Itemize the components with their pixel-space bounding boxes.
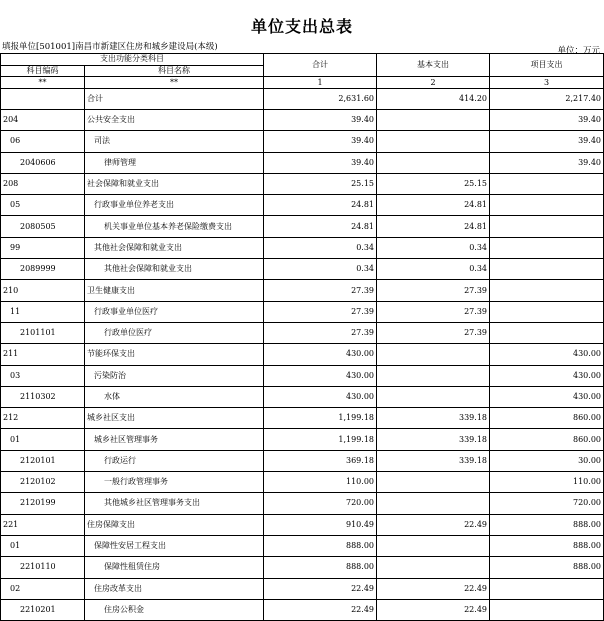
row-basic: 27.39: [377, 301, 490, 322]
row-total: 888.00: [264, 535, 377, 556]
row-name: 机关事业单位基本养老保险缴费支出: [85, 216, 264, 237]
row-project: [490, 322, 604, 343]
row-code: 01: [1, 535, 85, 556]
table-row: [1, 578, 604, 599]
row-basic: 27.39: [377, 280, 490, 301]
row-name: 行政单位医疗: [85, 322, 264, 343]
row-code: 03: [1, 365, 85, 386]
row-total: 39.40: [264, 152, 377, 173]
row-name: 节能环保支出: [85, 344, 264, 365]
row-total: 888.00: [264, 557, 377, 578]
row-code: 2120101: [1, 450, 85, 471]
row-basic: [377, 493, 490, 514]
row-name: 卫生健康支出: [85, 280, 264, 301]
header-basic: 基本支出: [377, 54, 490, 77]
stars-code: **: [1, 77, 85, 89]
row-basic: 24.81: [377, 195, 490, 216]
table-row: [1, 344, 604, 365]
row-code: 2210110: [1, 557, 85, 578]
row-total: 22.49: [264, 578, 377, 599]
row-total: 25.15: [264, 173, 377, 194]
row-basic: [377, 557, 490, 578]
table-row: [1, 280, 604, 301]
table-row: [1, 408, 604, 429]
total-label: 合计: [85, 89, 264, 110]
row-project: 30.00: [490, 450, 604, 471]
header-name: 科目名称: [85, 65, 264, 77]
table-row: [1, 514, 604, 535]
row-total: 24.81: [264, 195, 377, 216]
row-basic: [377, 386, 490, 407]
table-row: [1, 365, 604, 386]
row-code: 02: [1, 578, 85, 599]
row-total: 27.39: [264, 280, 377, 301]
row-name: 公共安全支出: [85, 110, 264, 131]
row-name: 一般行政管理事务: [85, 472, 264, 493]
row-total: 24.81: [264, 216, 377, 237]
row-code: 05: [1, 195, 85, 216]
row-project: 430.00: [490, 344, 604, 365]
row-project: [490, 599, 604, 620]
row-name: 城乡社区管理事务: [85, 429, 264, 450]
row-code: 2210201: [1, 599, 85, 620]
row-basic: 339.18: [377, 450, 490, 471]
row-project: 110.00: [490, 472, 604, 493]
row-total: 430.00: [264, 344, 377, 365]
row-project: 720.00: [490, 493, 604, 514]
row-project: [490, 578, 604, 599]
row-basic: 339.18: [377, 408, 490, 429]
table-row: [1, 216, 604, 237]
row-basic: [377, 344, 490, 365]
table-row: [1, 472, 604, 493]
row-project: 888.00: [490, 557, 604, 578]
row-basic: [377, 110, 490, 131]
row-name: 社会保障和就业支出: [85, 173, 264, 194]
header-total: 合计: [264, 54, 377, 77]
header-group: 支出功能分类科目: [1, 54, 264, 66]
expenditure-table: [0, 53, 604, 621]
row-name: 保障性安居工程支出: [85, 535, 264, 556]
row-name: 保障性租赁住房: [85, 557, 264, 578]
row-total: 1,199.18: [264, 408, 377, 429]
row-project: 888.00: [490, 535, 604, 556]
row-project: 430.00: [490, 386, 604, 407]
row-name: 水体: [85, 386, 264, 407]
row-code: 11: [1, 301, 85, 322]
row-code: 208: [1, 173, 85, 194]
table-row: [1, 195, 604, 216]
reporting-unit: 填报单位[501001]南昌市新建区住房和城乡建设局(本级): [2, 42, 218, 52]
row-project: [490, 195, 604, 216]
row-total: 0.34: [264, 259, 377, 280]
row-code: 2101101: [1, 322, 85, 343]
row-project: [490, 259, 604, 280]
row-total: 369.18: [264, 450, 377, 471]
row-project: [490, 173, 604, 194]
row-basic: 22.49: [377, 514, 490, 535]
currency-unit: 单位：万元: [557, 46, 600, 56]
row-code: 204: [1, 110, 85, 131]
row-total: 430.00: [264, 365, 377, 386]
table-row: [1, 173, 604, 194]
row-total: 110.00: [264, 472, 377, 493]
row-total: 22.49: [264, 599, 377, 620]
row-code: 221: [1, 514, 85, 535]
row-basic: [377, 365, 490, 386]
row-total: 720.00: [264, 493, 377, 514]
row-name: 行政事业单位医疗: [85, 301, 264, 322]
row-code: 2040606: [1, 152, 85, 173]
row-basic: 24.81: [377, 216, 490, 237]
row-code: 210: [1, 280, 85, 301]
row-code: 2080505: [1, 216, 85, 237]
row-name: 司法: [85, 131, 264, 152]
row-code: 2120199: [1, 493, 85, 514]
row-name: 住房公积金: [85, 599, 264, 620]
table-row: [1, 493, 604, 514]
table-row: [1, 259, 604, 280]
col-number-3: 3: [490, 77, 604, 89]
col-number-1: 1: [264, 77, 377, 89]
report-title: 单位支出总表: [250, 17, 353, 36]
table-row: [1, 386, 604, 407]
row-name: 行政运行: [85, 450, 264, 471]
row-name: 其他社会保障和就业支出: [85, 259, 264, 280]
total-project: 2,217.40: [490, 89, 604, 110]
row-project: [490, 280, 604, 301]
row-name: 其他城乡社区管理事务支出: [85, 493, 264, 514]
table-row: [1, 322, 604, 343]
row-project: [490, 237, 604, 258]
row-project: 860.00: [490, 429, 604, 450]
row-name: 城乡社区支出: [85, 408, 264, 429]
row-code: 212: [1, 408, 85, 429]
table-row: [1, 429, 604, 450]
row-name: 住房改革支出: [85, 578, 264, 599]
row-total: 27.39: [264, 322, 377, 343]
row-basic: 27.39: [377, 322, 490, 343]
row-basic: 25.15: [377, 173, 490, 194]
table-row: [1, 237, 604, 258]
row-total: 39.40: [264, 110, 377, 131]
header-project: 项目支出: [490, 54, 604, 77]
row-code: 06: [1, 131, 85, 152]
total-row: [1, 89, 604, 110]
row-project: 860.00: [490, 408, 604, 429]
row-basic: 22.49: [377, 578, 490, 599]
table-row: [1, 301, 604, 322]
table-row: [1, 599, 604, 620]
row-total: 430.00: [264, 386, 377, 407]
table-row: [1, 535, 604, 556]
total-sum: 2,631.60: [264, 89, 377, 110]
table-row: [1, 152, 604, 173]
row-basic: 0.34: [377, 259, 490, 280]
header-code: 科目编码: [1, 65, 85, 77]
row-project: 430.00: [490, 365, 604, 386]
row-basic: [377, 152, 490, 173]
row-basic: [377, 535, 490, 556]
row-project: 39.40: [490, 152, 604, 173]
row-name: 其他社会保障和就业支出: [85, 237, 264, 258]
row-basic: 0.34: [377, 237, 490, 258]
total-code: [1, 89, 85, 110]
col-number-2: 2: [377, 77, 490, 89]
stars-name: **: [85, 77, 264, 89]
row-code: 2120102: [1, 472, 85, 493]
row-basic: 339.18: [377, 429, 490, 450]
row-total: 39.40: [264, 131, 377, 152]
row-code: 211: [1, 344, 85, 365]
row-name: 行政事业单位养老支出: [85, 195, 264, 216]
row-code: 01: [1, 429, 85, 450]
row-total: 910.49: [264, 514, 377, 535]
row-project: 39.40: [490, 110, 604, 131]
row-name: 律师管理: [85, 152, 264, 173]
row-project: [490, 216, 604, 237]
table-row: [1, 110, 604, 131]
row-name: 污染防治: [85, 365, 264, 386]
row-code: 2089999: [1, 259, 85, 280]
row-total: 27.39: [264, 301, 377, 322]
row-project: 39.40: [490, 131, 604, 152]
row-code: 99: [1, 237, 85, 258]
row-project: 888.00: [490, 514, 604, 535]
table-row: [1, 557, 604, 578]
table-row: [1, 450, 604, 471]
row-basic: 22.49: [377, 599, 490, 620]
row-basic: [377, 131, 490, 152]
row-project: [490, 301, 604, 322]
row-total: 1,199.18: [264, 429, 377, 450]
row-name: 住房保障支出: [85, 514, 264, 535]
table-row: [1, 131, 604, 152]
row-code: 2110302: [1, 386, 85, 407]
total-basic: 414.20: [377, 89, 490, 110]
row-total: 0.34: [264, 237, 377, 258]
row-basic: [377, 472, 490, 493]
